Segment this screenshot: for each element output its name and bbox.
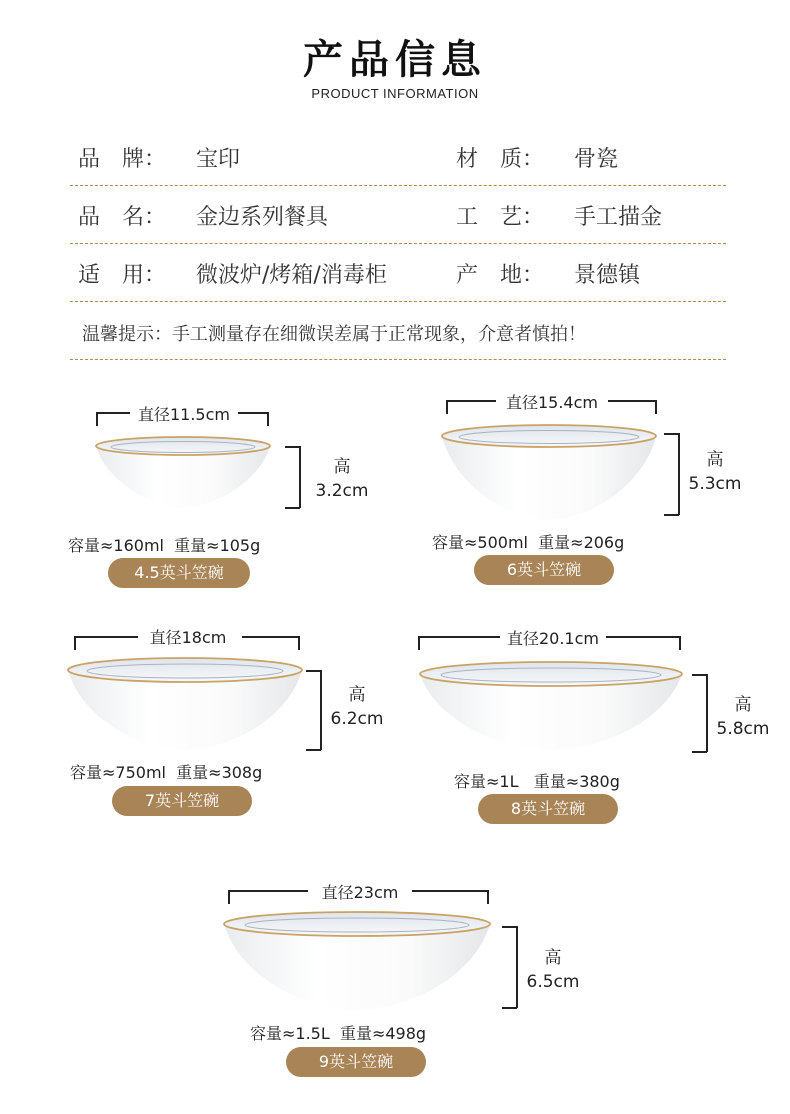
height-tick-bottom	[285, 507, 300, 509]
height-value: 5.8cm	[716, 719, 770, 739]
diameter-tick-right	[679, 636, 681, 650]
size-badge: 9英斗笠碗	[286, 1047, 426, 1077]
name-value: 金边系列餐具	[196, 205, 329, 230]
height-tick-bottom	[502, 1007, 517, 1009]
bowl-specs	[432, 530, 624, 553]
bowl-specs	[70, 760, 262, 783]
diameter-label: 直径18cm	[149, 628, 227, 647]
diameter-line-right	[242, 636, 299, 638]
origin-value: 景德镇	[574, 263, 641, 288]
diameter-tick-left	[74, 636, 76, 650]
height-value: 6.5cm	[526, 972, 580, 992]
diameter-tick-right	[298, 636, 300, 650]
weight: 重量≈308g	[176, 763, 263, 782]
bowl-image	[222, 910, 492, 1016]
diameter-line-left	[74, 636, 138, 638]
diameter-line-left	[96, 412, 130, 414]
diameter-label: 直径23cm	[321, 883, 399, 902]
usage-value: 微波炉/烤箱/消毒柜	[196, 263, 387, 288]
diameter-line-right	[608, 400, 656, 402]
diameter-label: 直径15.4cm	[505, 393, 598, 412]
capacity: 容量≈750ml	[70, 763, 166, 782]
size-badge: 7英斗笠碗	[112, 786, 252, 816]
height-line	[706, 674, 708, 752]
height-label	[684, 448, 746, 496]
bowl-image	[418, 660, 684, 756]
origin-label: 产 地：	[456, 263, 545, 288]
height-title: 高	[333, 457, 351, 477]
diameter-tick-left	[446, 400, 448, 414]
craft-field	[456, 200, 662, 231]
diameter-tick-left	[228, 890, 230, 904]
height-tick-bottom	[692, 751, 707, 753]
weight: 重量≈206g	[538, 533, 625, 552]
name-label: 品 名：	[78, 205, 167, 230]
notice-text: 温馨提示：手工测量存在细微误差属于正常现象，介意者慎拍！	[82, 324, 586, 345]
brand-label: 品 牌：	[78, 147, 167, 172]
weight: 重量≈498g	[339, 1024, 427, 1043]
brand-value: 宝印	[196, 147, 241, 172]
name-field	[78, 200, 328, 231]
height-title: 高	[348, 685, 366, 705]
height-tick-top	[285, 446, 300, 448]
craft-value: 手工描金	[574, 205, 663, 230]
diameter-tick-right	[487, 890, 489, 904]
info-row-name	[70, 186, 726, 244]
size-badge: 8英斗笠碗	[478, 794, 618, 824]
usage-field	[78, 258, 387, 289]
usage-label: 适 用：	[78, 263, 167, 288]
bowl-specs	[454, 769, 620, 792]
height-value: 5.3cm	[688, 474, 742, 494]
diameter-tick-left	[418, 636, 420, 650]
diameter-label: 直径20.1cm	[506, 629, 599, 648]
capacity: 容量≈500ml	[432, 533, 528, 552]
height-label	[712, 693, 774, 741]
diameter-line-left	[228, 890, 308, 892]
bowl-specs	[250, 1021, 426, 1044]
capacity: 容量≈1.5L	[250, 1024, 330, 1043]
height-tick-top	[692, 674, 707, 676]
info-row-notice	[70, 302, 726, 360]
height-title: 高	[706, 450, 724, 470]
diameter-line-left	[446, 400, 496, 402]
height-line	[299, 446, 301, 508]
size-badge: 4.5英斗笠碗	[108, 558, 250, 588]
height-tick-bottom	[664, 514, 679, 516]
diameter-tick-right	[267, 412, 269, 426]
weight: 重量≈105g	[174, 536, 261, 555]
capacity: 容量≈160ml	[68, 536, 164, 555]
diameter-tick-right	[655, 400, 657, 414]
material-field	[456, 142, 618, 173]
info-row-brand	[70, 128, 726, 186]
height-title: 高	[544, 948, 562, 968]
height-label	[522, 946, 584, 994]
diameter-line-right	[238, 412, 268, 414]
height-title: 高	[734, 695, 752, 715]
height-line	[678, 433, 680, 515]
height-line	[320, 670, 322, 750]
weight: 重量≈380g	[533, 772, 620, 791]
diameter-label: 直径11.5cm	[137, 405, 230, 424]
diameter-line-right	[412, 890, 488, 892]
size-badge: 6英斗笠碗	[474, 555, 614, 585]
material-label: 材 质：	[456, 147, 545, 172]
craft-label: 工 艺：	[456, 205, 545, 230]
origin-field	[456, 258, 640, 289]
diameter-line-right	[606, 636, 680, 638]
height-label	[312, 455, 372, 503]
info-row-usage	[70, 244, 726, 302]
page-subtitle: PRODUCT INFORMATION	[311, 86, 479, 101]
brand-field	[78, 142, 240, 173]
diameter-tick-left	[96, 412, 98, 426]
capacity: 容量≈1L	[454, 772, 519, 791]
bowl-image	[66, 656, 304, 756]
height-tick-top	[306, 670, 321, 672]
bowl-specs	[68, 533, 260, 556]
bowl-image	[94, 436, 272, 516]
diameter-line-left	[418, 636, 500, 638]
height-tick-top	[664, 433, 679, 435]
material-value: 骨瓷	[574, 147, 619, 172]
height-value: 6.2cm	[330, 709, 384, 729]
height-label	[326, 683, 388, 731]
bowl-image	[440, 424, 658, 528]
page-title: 产品信息	[303, 36, 487, 83]
height-tick-bottom	[306, 749, 321, 751]
height-line	[516, 926, 518, 1008]
height-tick-top	[502, 926, 517, 928]
height-value: 3.2cm	[315, 481, 369, 501]
